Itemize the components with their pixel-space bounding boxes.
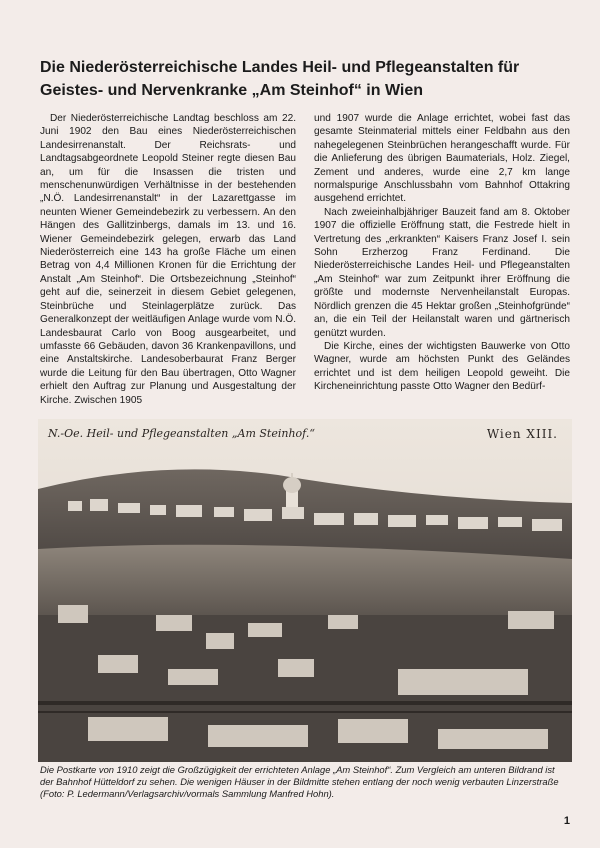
article-body [40, 112, 570, 414]
postcard-header-right: Wien XIII. [486, 427, 558, 441]
column-right [314, 112, 570, 414]
paragraph: und 1907 wurde die Anlage errichtet, wobei fast das gesamte Steinmaterial mittels einer Feldbahn aus den nahegelegenen Steinbrüchen herangeschafft wurde. Für die Anlieferung des übrigen Baumaterials, Holz. Ziegel, Zement und anderes, wurde eine 2,7 km lange normalspurige Anschlussbahn vom Bahnhof Ottakring ausgehend errichtet. [314, 113, 570, 205]
photo-caption: Die Postkarte von 1910 zeigt die Großzügigkeit der errichteten Anlage „Am Steinhof“. Zum Vergleich am unteren Bildrand ist der Bahnhof Hütteldorf zu sehen. Die wenigen Häuser in der Bildmitte stehen entlang der noch wenig verbauten Linzerstraße (Foto: P. Ledermann/Verlagsarchiv/vormals Sammlung Manfred Hohn). [40, 764, 559, 799]
page-number: 1 [563, 815, 570, 827]
postcard-header-left: N.-Oe. Heil- und Pflegeanstalten „Am Steinhof.“ [48, 427, 315, 440]
paragraph: Die Kirche, eines der wichtigsten Bauwerke von Otto Wagner, wurde am höchsten Punkt des Geländes errichtet und ist dem heiligen Leopold geweiht. Die Kircheneinrichtung passte Otto Wagner den Bedürf- [314, 340, 570, 393]
paragraph: Nach zweieinhalbjähriger Bauzeit fand am 8. Oktober 1907 die offizielle Eröffnung statt, die Festrede hielt in Vertretung des „erkrankten“ Kaisers Franz Josef I. sein Sohn Erzherzog Franz Ferdinand. Die Niederösterreichische Landes Heil- und Pflegeanstalten „Am Steinhof“ war zum Zeitpunkt ihrer Eröffnung die größte und modernste Nervenheilanstalt Europas. Nördlich grenzen die 45 Hektar großen „Steinhofgründe“ an, die ein Teil der Heilanstalt waren und gärtnerisch genützt wurden. [314, 206, 570, 339]
paragraph: Der Niederösterreichische Landtag beschloss am 22. Juni 1902 den Bau eines Niederösterreichischen Landesirrenanstalt. Der Reichsrats- und Landtagsabgeordnete Leopold Steiner regte diesen Bau an, um für die Insassen die tristen und menschenunwürdigen Verhältnisse in der bestehenden „N.Ö. Landesirrenanstalt“ in der Lazarettgasse im neunten Wiener Gemeindebezirk zu verbessern. An den Hängen des Gallitzinbergs, damals im 13. und 16. Wiener Gemeindebezirk gelegen, erwarb das Land Niederösterreich eine 143 ha große Fläche um einen Betrag von 4,4 Millionen Kronen für die Errichtung der Anstalt „Am Steinhof“. Die Ortsbezeichnung „Steinhof“ geht auf die, seinerzeit in diesem Gebiet gelegenen, Steinbrüche und Steinlagerplätze zurück. Das Generalkonzept der weitläufigen Anlage wurde vom N.Ö. Landesbaurat Carlo von Boog ausgearbeitet, und umfasste 66 Gebäuden, davon 36 Krankenpavillons, und eine Anstaltskirche. Landesoberbaurat Franz Berger wurde die Leitung für den Bau übertragen, Otto Wagner erhielt den Auftrag zur Planung und Ausgestaltung der Kirche. Zwischen 1905 [40, 113, 296, 406]
column-left [40, 112, 296, 414]
historic-postcard-photo [38, 419, 572, 762]
article-title: Die Niederösterreichische Landes Heil- und Pflegeanstalten für Geistes- und Nervenkranke „Am Steinhof“ in Wien [40, 59, 520, 99]
